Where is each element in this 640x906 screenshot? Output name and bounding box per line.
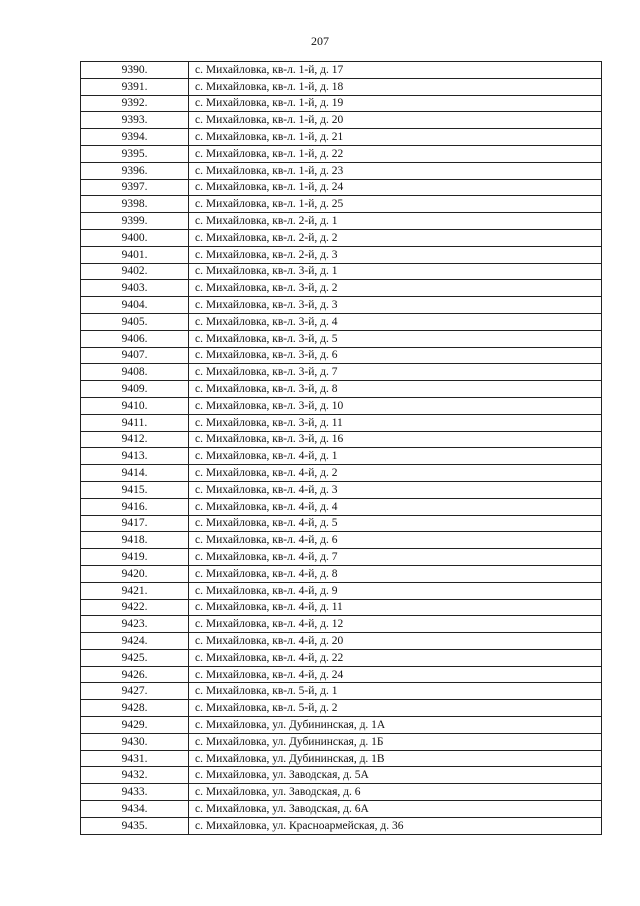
row-number: 9417. [81, 515, 189, 532]
table-row [81, 465, 602, 482]
row-address: с. Михайловка, кв-л. 1-й, д. 21 [189, 129, 602, 146]
row-number: 9410. [81, 397, 189, 414]
table-row [81, 481, 602, 498]
table-row [81, 129, 602, 146]
table-row [81, 162, 602, 179]
row-address: с. Михайловка, кв-л. 4-й, д. 22 [189, 649, 602, 666]
row-address: с. Михайловка, кв-л. 5-й, д. 1 [189, 683, 602, 700]
row-number: 9408. [81, 364, 189, 381]
row-number: 9431. [81, 750, 189, 767]
row-number: 9432. [81, 767, 189, 784]
table-row [81, 364, 602, 381]
row-address: с. Михайловка, кв-л. 1-й, д. 22 [189, 145, 602, 162]
table-row [81, 733, 602, 750]
row-address: с. Михайловка, кв-л. 3-й, д. 7 [189, 364, 602, 381]
row-number: 9395. [81, 145, 189, 162]
table-row [81, 448, 602, 465]
row-number: 9411. [81, 414, 189, 431]
row-address: с. Михайловка, кв-л. 4-й, д. 4 [189, 498, 602, 515]
row-number: 9429. [81, 717, 189, 734]
row-address: с. Михайловка, ул. Заводская, д. 6А [189, 801, 602, 818]
table-row [81, 717, 602, 734]
row-address: с. Михайловка, кв-л. 4-й, д. 20 [189, 633, 602, 650]
table-row [81, 145, 602, 162]
table-row [81, 313, 602, 330]
row-address: с. Михайловка, кв-л. 4-й, д. 24 [189, 666, 602, 683]
table-row [81, 549, 602, 566]
row-number: 9416. [81, 498, 189, 515]
table-row [81, 750, 602, 767]
row-address: с. Михайловка, ул. Дубининская, д. 1А [189, 717, 602, 734]
page-number: 207 [311, 34, 329, 48]
row-number: 9393. [81, 112, 189, 129]
row-address: с. Михайловка, кв-л. 4-й, д. 9 [189, 582, 602, 599]
row-number: 9391. [81, 78, 189, 95]
row-number: 9392. [81, 95, 189, 112]
table-row [81, 599, 602, 616]
row-number: 9414. [81, 465, 189, 482]
row-number: 9403. [81, 280, 189, 297]
row-address: с. Михайловка, кв-л. 1-й, д. 20 [189, 112, 602, 129]
row-address: с. Михайловка, кв-л. 4-й, д. 8 [189, 565, 602, 582]
row-address: с. Михайловка, кв-л. 4-й, д. 5 [189, 515, 602, 532]
row-address: с. Михайловка, кв-л. 4-й, д. 2 [189, 465, 602, 482]
row-address: с. Михайловка, кв-л. 1-й, д. 18 [189, 78, 602, 95]
row-number: 9420. [81, 565, 189, 582]
row-address: с. Михайловка, кв-л. 3-й, д. 1 [189, 263, 602, 280]
row-address: с. Михайловка, кв-л. 2-й, д. 3 [189, 246, 602, 263]
row-address: с. Михайловка, кв-л. 4-й, д. 1 [189, 448, 602, 465]
table-row [81, 666, 602, 683]
row-address: с. Михайловка, кв-л. 4-й, д. 12 [189, 616, 602, 633]
table-row [81, 213, 602, 230]
table-row [81, 633, 602, 650]
table-row [81, 397, 602, 414]
table-row [81, 649, 602, 666]
table-row [81, 498, 602, 515]
table-row [81, 62, 602, 79]
table-row [81, 515, 602, 532]
row-number: 9407. [81, 347, 189, 364]
row-address: с. Михайловка, кв-л. 3-й, д. 4 [189, 313, 602, 330]
row-address: с. Михайловка, кв-л. 1-й, д. 19 [189, 95, 602, 112]
row-number: 9398. [81, 196, 189, 213]
table-row [81, 532, 602, 549]
row-number: 9401. [81, 246, 189, 263]
row-address: с. Михайловка, кв-л. 4-й, д. 7 [189, 549, 602, 566]
row-number: 9435. [81, 817, 189, 834]
row-number: 9412. [81, 431, 189, 448]
row-number: 9428. [81, 700, 189, 717]
table-row [81, 297, 602, 314]
row-number: 9406. [81, 330, 189, 347]
table-row [81, 700, 602, 717]
table-row [81, 767, 602, 784]
table-row [81, 246, 602, 263]
row-number: 9396. [81, 162, 189, 179]
row-address: с. Михайловка, кв-л. 1-й, д. 23 [189, 162, 602, 179]
row-number: 9425. [81, 649, 189, 666]
row-number: 9424. [81, 633, 189, 650]
row-address: с. Михайловка, кв-л. 3-й, д. 2 [189, 280, 602, 297]
row-number: 9390. [81, 62, 189, 79]
table-row [81, 817, 602, 834]
row-address: с. Михайловка, ул. Заводская, д. 5А [189, 767, 602, 784]
row-address: с. Михайловка, ул. Дубининская, д. 1В [189, 750, 602, 767]
row-address: с. Михайловка, кв-л. 3-й, д. 6 [189, 347, 602, 364]
row-address: с. Михайловка, кв-л. 3-й, д. 10 [189, 397, 602, 414]
row-address: с. Михайловка, кв-л. 1-й, д. 24 [189, 179, 602, 196]
table-row [81, 801, 602, 818]
row-number: 9422. [81, 599, 189, 616]
row-number: 9409. [81, 381, 189, 398]
row-number: 9423. [81, 616, 189, 633]
row-address: с. Михайловка, кв-л. 3-й, д. 8 [189, 381, 602, 398]
row-address: с. Михайловка, кв-л. 3-й, д. 16 [189, 431, 602, 448]
row-address: с. Михайловка, кв-л. 3-й, д. 11 [189, 414, 602, 431]
table-row [81, 263, 602, 280]
row-address: с. Михайловка, кв-л. 4-й, д. 11 [189, 599, 602, 616]
table-row [81, 565, 602, 582]
row-address: с. Михайловка, кв-л. 4-й, д. 6 [189, 532, 602, 549]
table-row [81, 616, 602, 633]
row-address: с. Михайловка, кв-л. 5-й, д. 2 [189, 700, 602, 717]
row-address: с. Михайловка, кв-л. 1-й, д. 25 [189, 196, 602, 213]
row-address: с. Михайловка, кв-л. 1-й, д. 17 [189, 62, 602, 79]
row-number: 9404. [81, 297, 189, 314]
row-address: с. Михайловка, кв-л. 3-й, д. 5 [189, 330, 602, 347]
table-row [81, 381, 602, 398]
row-number: 9400. [81, 229, 189, 246]
table-row [81, 280, 602, 297]
row-address: с. Михайловка, ул. Дубининская, д. 1Б [189, 733, 602, 750]
table-row [81, 179, 602, 196]
row-number: 9413. [81, 448, 189, 465]
row-address: с. Михайловка, кв-л. 2-й, д. 1 [189, 213, 602, 230]
row-address: с. Михайловка, ул. Заводская, д. 6 [189, 784, 602, 801]
table-row [81, 582, 602, 599]
row-number: 9399. [81, 213, 189, 230]
table-row [81, 196, 602, 213]
table-row [81, 414, 602, 431]
row-number: 9419. [81, 549, 189, 566]
row-number: 9397. [81, 179, 189, 196]
row-address: с. Михайловка, кв-л. 2-й, д. 2 [189, 229, 602, 246]
row-address: с. Михайловка, ул. Красноармейская, д. 36 [189, 817, 602, 834]
row-number: 9394. [81, 129, 189, 146]
table-row [81, 95, 602, 112]
row-number: 9430. [81, 733, 189, 750]
table-row [81, 784, 602, 801]
row-number: 9421. [81, 582, 189, 599]
table-row [81, 347, 602, 364]
table-row [81, 330, 602, 347]
row-number: 9405. [81, 313, 189, 330]
table-row [81, 431, 602, 448]
row-number: 9402. [81, 263, 189, 280]
row-address: с. Михайловка, кв-л. 4-й, д. 3 [189, 481, 602, 498]
row-number: 9434. [81, 801, 189, 818]
address-table [80, 61, 602, 835]
table-row [81, 78, 602, 95]
table-row [81, 229, 602, 246]
row-number: 9418. [81, 532, 189, 549]
address-table-body [81, 62, 602, 835]
row-number: 9426. [81, 666, 189, 683]
row-number: 9433. [81, 784, 189, 801]
row-number: 9415. [81, 481, 189, 498]
row-address: с. Михайловка, кв-л. 3-й, д. 3 [189, 297, 602, 314]
table-row [81, 683, 602, 700]
table-row [81, 112, 602, 129]
row-number: 9427. [81, 683, 189, 700]
